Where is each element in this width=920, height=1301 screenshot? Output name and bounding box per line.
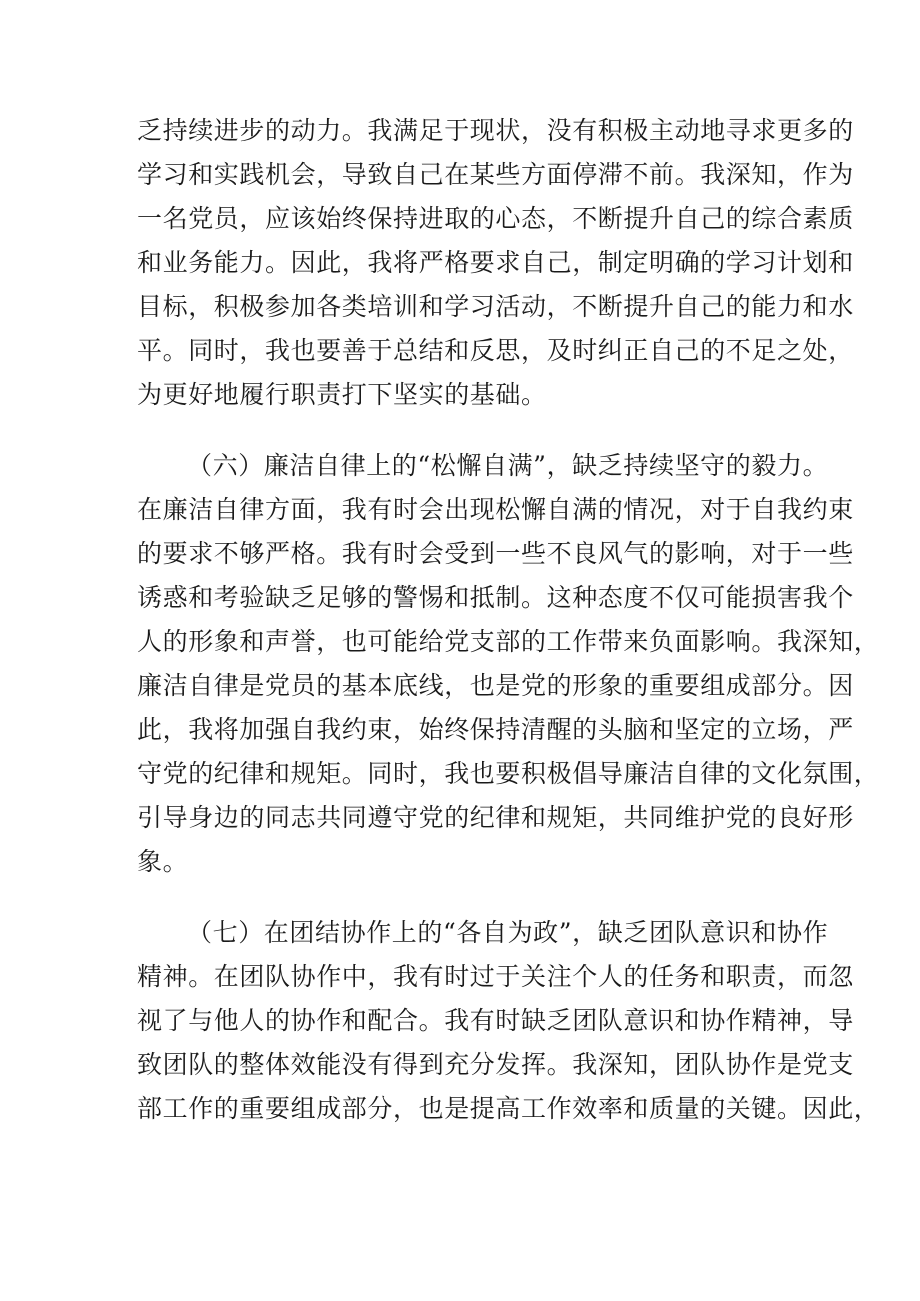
text-line: 守党的纪律和规矩。同时，我也要积极倡导廉洁自律的文化氛围， xyxy=(137,759,880,788)
text-line: 为更好地履行职责打下坚实的基础。 xyxy=(137,380,547,409)
text-line: 部工作的重要组成部分，也是提高工作效率和质量的关键。因此， xyxy=(137,1094,880,1123)
paragraph-section-7 xyxy=(137,911,880,1131)
text-line: 廉洁自律是党员的基本底线，也是党的形象的重要组成部分。因 xyxy=(137,671,854,700)
text-line: 人的形象和声誉，也可能给党支部的工作带来负面影响。我深知， xyxy=(137,627,880,656)
text-line: 学习和实践机会，导致自己在某些方面停滞不前。我深知，作为 xyxy=(137,160,854,189)
paragraph-section-6 xyxy=(137,444,880,884)
text-line: 象。 xyxy=(137,847,189,876)
text-line: 在廉洁自律方面，我有时会出现松懈自满的情况，对于自我约束 xyxy=(137,495,854,524)
text-line: 的要求不够严格。我有时会受到一些不良风气的影响，对于一些 xyxy=(137,539,854,568)
text-line: 视了与他人的协作和配合。我有时缺乏团队意识和协作精神，导 xyxy=(137,1006,854,1035)
text-line: 平。同时，我也要善于总结和反思，及时纠正自己的不足之处， xyxy=(137,336,854,365)
text-line: 精神。在团队协作中，我有时过于关注个人的任务和职责，而忽 xyxy=(137,962,854,991)
paragraph-continuation xyxy=(137,109,854,417)
text-line: 目标，积极参加各类培训和学习活动，不断提升自己的能力和水 xyxy=(137,292,854,321)
text-line: 和业务能力。因此，我将严格要求自己，制定明确的学习计划和 xyxy=(137,248,854,277)
text-line: 一名党员，应该始终保持进取的心态，不断提升自己的综合素质 xyxy=(137,204,854,233)
text-line: 引导身边的同志共同遵守党的纪律和规矩，共同维护党的良好形 xyxy=(137,803,854,832)
text-line: 乏持续进步的动力。我满足于现状，没有积极主动地寻求更多的 xyxy=(137,116,854,145)
section-heading-line: （七）在团结协作上的“各自为政”，缺乏团队意识和协作 xyxy=(187,918,829,947)
body-text xyxy=(137,109,880,1131)
text-line: 此，我将加强自我约束，始终保持清醒的头脑和坚定的立场，严 xyxy=(137,715,854,744)
text-line: 诱惑和考验缺乏足够的警惕和抵制。这种态度不仅可能损害我个 xyxy=(137,583,854,612)
text-line: 致团队的整体效能没有得到充分发挥。我深知，团队协作是党支 xyxy=(137,1050,854,1079)
section-heading-line: （六）廉洁自律上的“松懈自满”，缺乏持续坚守的毅力。 xyxy=(187,451,829,480)
